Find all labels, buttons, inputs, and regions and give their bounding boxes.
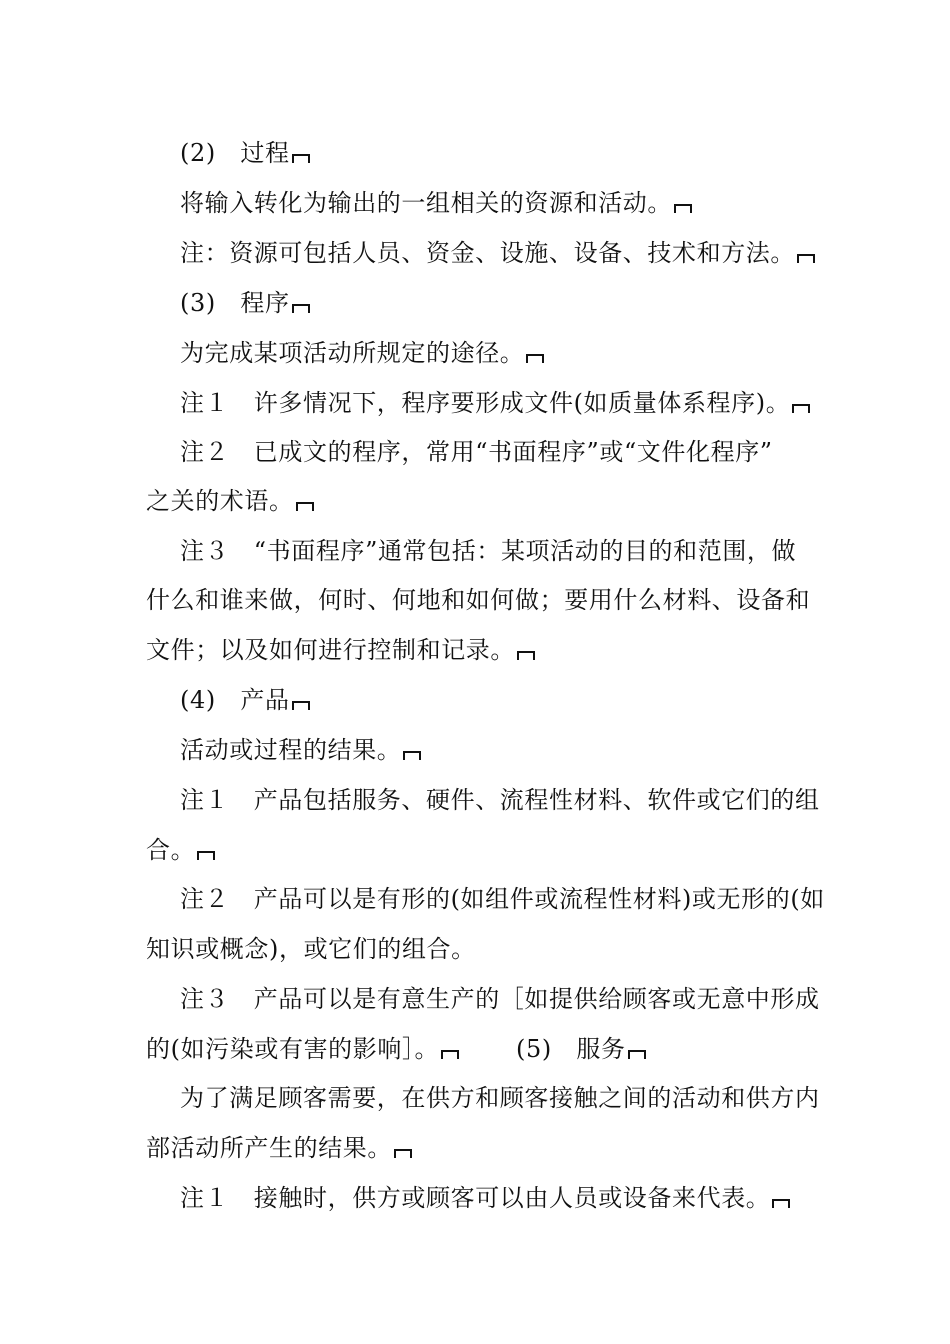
text-line: (4) 产品 bbox=[180, 685, 310, 715]
text-line: 注１ 许多情况下，程序要形成文件(如质量体系程序)。 bbox=[180, 388, 810, 418]
paragraph-mark-icon bbox=[441, 1050, 459, 1059]
text-line: 注３ 产品可以是有意生产的［如提供给顾客或无意中形成 bbox=[180, 985, 820, 1013]
paragraph-mark-icon bbox=[674, 204, 692, 213]
text-line: 部活动所产生的结果。 bbox=[146, 1133, 412, 1163]
text-line: 合。 bbox=[146, 835, 215, 865]
paragraph-mark-icon bbox=[197, 851, 215, 860]
text-line: 注１ 产品包括服务、硬件、流程性材料、软件或它们的组 bbox=[180, 786, 820, 814]
paragraph-mark-icon bbox=[403, 751, 421, 760]
text-line: (3) 程序 bbox=[180, 288, 310, 318]
text-line: 知识或概念)，或它们的组合。 bbox=[146, 935, 476, 963]
text-line: (5) 服务 bbox=[516, 1034, 646, 1064]
text-line: 注１ 接触时，供方或顾客可以由人员或设备来代表。 bbox=[180, 1183, 790, 1213]
text-line: 注２ 已成文的程序，常用“书面程序”或“文件化程序” bbox=[180, 438, 773, 466]
text-line: 为了满足顾客需要，在供方和顾客接触之间的活动和供方内 bbox=[180, 1084, 820, 1112]
paragraph-mark-icon bbox=[792, 404, 810, 413]
paragraph-mark-icon bbox=[292, 154, 310, 163]
paragraph-mark-icon bbox=[797, 254, 815, 263]
text-line: 注３ “书面程序”通常包括：某项活动的目的和范围，做 bbox=[180, 537, 797, 565]
text-line: 注２ 产品可以是有形的(如组件或流程性材料)或无形的(如 bbox=[180, 885, 825, 913]
text-line: 之关的术语。 bbox=[146, 486, 314, 516]
text-line: 注：资源可包括人员、资金、设施、设备、技术和方法。 bbox=[180, 238, 815, 268]
paragraph-mark-icon bbox=[292, 304, 310, 313]
paragraph-mark-icon bbox=[628, 1050, 646, 1059]
text-line: 文件；以及如何进行控制和记录。 bbox=[146, 635, 535, 665]
paragraph-mark-icon bbox=[772, 1199, 790, 1208]
paragraph-mark-icon bbox=[394, 1149, 412, 1158]
text-line: 将输入转化为输出的一组相关的资源和活动。 bbox=[180, 188, 692, 218]
paragraph-mark-icon bbox=[526, 354, 544, 363]
paragraph-mark-icon bbox=[296, 502, 314, 511]
text-line: 的(如污染或有害的影响］。 bbox=[146, 1034, 459, 1064]
text-line: (2) 过程 bbox=[180, 138, 310, 168]
text-line: 什么和谁来做，何时、何地和如何做；要用什么材料、设备和 bbox=[146, 586, 811, 614]
paragraph-mark-icon bbox=[517, 651, 535, 660]
text-line: 为完成某项活动所规定的途径。 bbox=[180, 338, 544, 368]
text-line: 活动或过程的结果。 bbox=[180, 735, 421, 765]
paragraph-mark-icon bbox=[292, 701, 310, 710]
